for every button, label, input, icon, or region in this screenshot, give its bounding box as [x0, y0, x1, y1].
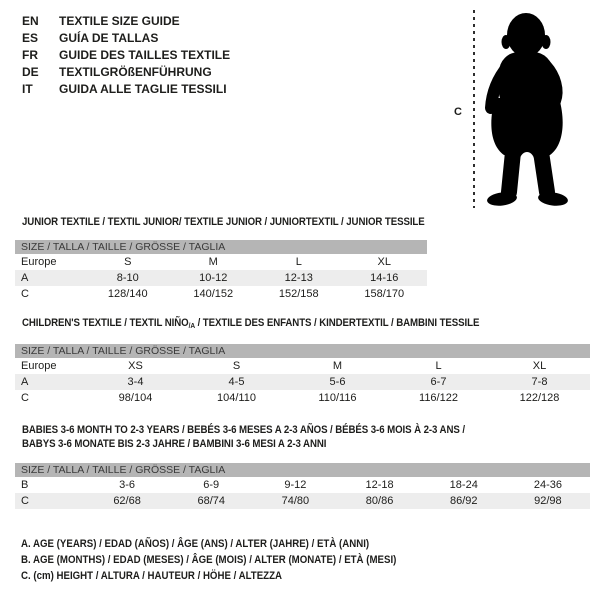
size-cell: 116/122 [419, 392, 458, 404]
size-cell: 10-12 [199, 272, 228, 284]
junior-table-title: JUNIOR TEXTILE / TEXTIL JUNIOR/ TEXTILE JUNIOR / JUNIORTEXTIL / JUNIOR TESSILE [22, 216, 425, 228]
language-list [22, 13, 230, 98]
size-header-band: SIZE / TALLA / TAILLE / GRÖSSE / TAGLIA [15, 240, 427, 254]
size-cell: 98/104 [118, 392, 153, 404]
language-row [22, 13, 230, 30]
row-label: C [21, 495, 29, 507]
size-cell: 104/110 [217, 392, 256, 404]
size-row [15, 286, 427, 302]
row-label: C [21, 288, 29, 300]
babies-table-title-line1: BABIES 3-6 MONTH TO 2-3 YEARS / BEBÉS 3-6 MESES A 2-3 AÑOS / BÉBÉS 3-6 MOIS À 2-3 ANS / [22, 424, 465, 436]
size-row [15, 390, 590, 406]
size-cell: 6-9 [203, 479, 220, 491]
height-label: C [454, 106, 462, 118]
size-row [15, 254, 427, 270]
language-row [22, 81, 230, 98]
language-name: GUIDE DES TAILLES TEXTILE [59, 48, 231, 62]
language-name: GUÍA DE TALLAS [59, 31, 159, 45]
size-header-band: SIZE / TALLA / TAILLE / GRÖSSE / TAGLIA [15, 344, 590, 358]
size-row [15, 358, 590, 374]
size-cell: M [208, 256, 218, 268]
size-cell: 122/128 [519, 392, 560, 404]
row-label: B [21, 479, 29, 491]
size-cell: 14-16 [370, 272, 399, 284]
junior-size-table [15, 240, 427, 302]
footnotes [21, 536, 448, 584]
row-label: A [21, 272, 29, 284]
size-cell: 6-7 [430, 376, 447, 388]
size-cell: 86/92 [449, 495, 478, 507]
size-cell: 3-4 [127, 376, 144, 388]
size-cell: S [124, 256, 132, 268]
size-cell: M [332, 360, 343, 372]
size-cell: XL [532, 360, 547, 372]
size-row [15, 477, 590, 493]
babies-size-table [15, 463, 590, 509]
size-cell: 92/98 [534, 495, 562, 507]
size-cell: XS [128, 360, 143, 372]
childrens-title-prefix: CHILDREN'S TEXTILE / TEXTIL NIÑO [22, 317, 189, 329]
row-label: C [21, 392, 29, 404]
size-cell: S [232, 360, 241, 372]
size-cell: 24-36 [533, 479, 562, 491]
size-row [15, 270, 427, 286]
language-code: EN [22, 14, 39, 28]
language-code: FR [22, 48, 38, 62]
childrens-size-table [15, 344, 590, 406]
size-cell: L [435, 360, 442, 372]
height-measure-line [473, 10, 475, 208]
size-cell: 74/80 [281, 495, 310, 507]
language-row [22, 30, 230, 47]
childrens-table-title [22, 317, 479, 330]
size-cell: 18-24 [449, 479, 478, 491]
size-cell: 62/68 [113, 495, 141, 507]
size-cell: 9-12 [284, 479, 307, 491]
language-code: ES [22, 31, 39, 45]
size-cell: 152/158 [278, 288, 319, 300]
language-name: TEXTILGRÖßENFÜHRUNG [59, 65, 212, 79]
childrens-title-subscript: /A [188, 321, 196, 330]
row-label: Europe [21, 360, 57, 372]
language-row [22, 64, 230, 81]
size-cell: 80/86 [365, 495, 394, 507]
size-cell: 7-8 [531, 376, 548, 388]
babies-table-title-line2: BABYS 3-6 MONATE BIS 2-3 JAHRE / BAMBINI 3-6 MESI A 2-3 ANNI [22, 438, 327, 450]
size-cell: L [295, 256, 302, 268]
baby-silhouette [482, 8, 574, 210]
language-code: DE [22, 65, 39, 79]
size-row [15, 374, 590, 390]
size-cell: 128/140 [107, 288, 148, 300]
size-cell: 12-13 [284, 272, 313, 284]
size-cell: 140/152 [193, 288, 234, 300]
language-name: GUIDA ALLE TAGLIE TESSILI [59, 82, 227, 96]
size-cell: 5-6 [329, 376, 346, 388]
size-cell: 68/74 [197, 495, 225, 507]
footnote-a: A. AGE (YEARS) / EDAD (AÑOS) / ÂGE (ANS) / ALTER (JAHRE) / ETÀ (ANNI) [21, 538, 370, 550]
childrens-title-suffix: / TEXTILE DES ENFANTS / KINDERTEXTIL / BAMBINI TESSILE [195, 317, 480, 329]
footnote-c: C. (cm) HEIGHT / ALTURA / HAUTEUR / HÖHE / ALTEZZA [21, 570, 283, 582]
size-cell: 3-6 [119, 479, 136, 491]
size-cell: 158/170 [364, 288, 405, 300]
size-cell: 110/116 [318, 392, 357, 404]
language-code: IT [22, 82, 33, 96]
size-cell: 8-10 [116, 272, 139, 284]
language-row [22, 47, 230, 64]
language-name: TEXTILE SIZE GUIDE [59, 14, 180, 28]
size-header-band: SIZE / TALLA / TAILLE / GRÖSSE / TAGLIA [15, 463, 590, 477]
row-label: A [21, 376, 29, 388]
size-row [15, 493, 590, 509]
size-cell: XL [377, 256, 391, 268]
footnote-b: B. AGE (MONTHS) / EDAD (MESES) / ÂGE (MOIS) / ALTER (MONATE) / ETÀ (MESI) [21, 554, 397, 566]
row-label: Europe [21, 256, 57, 268]
size-cell: 12-18 [365, 479, 394, 491]
size-cell: 4-5 [228, 376, 245, 388]
